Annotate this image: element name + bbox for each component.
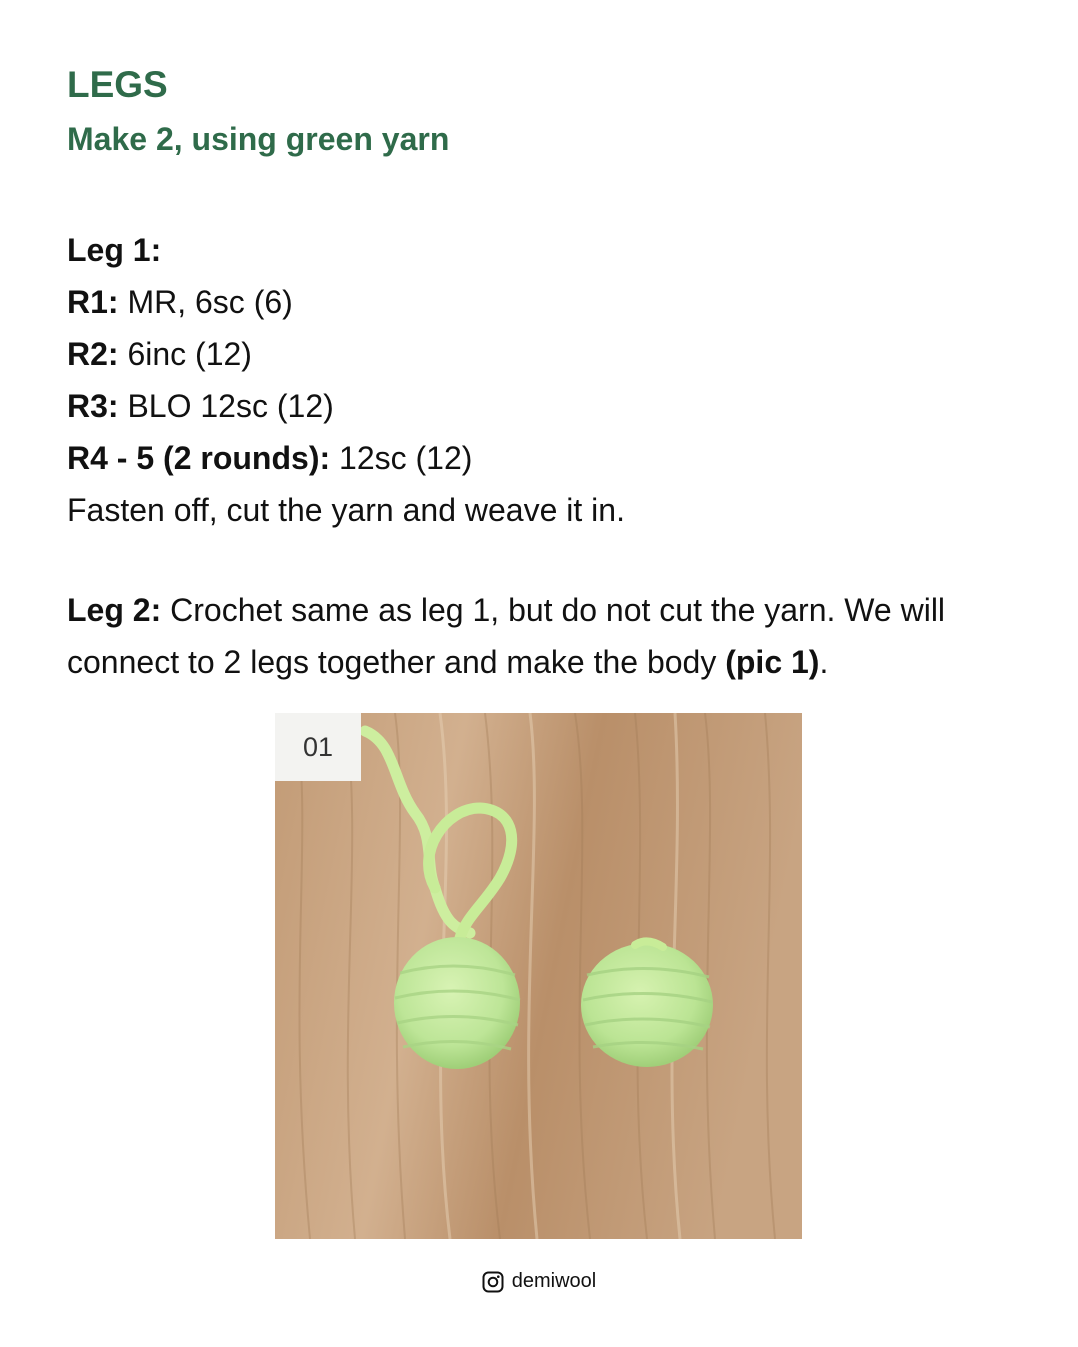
pic-reference: (pic 1) bbox=[725, 644, 820, 680]
section-title: LEGS bbox=[67, 64, 168, 105]
round-row: R2: 6inc (12) bbox=[67, 336, 252, 372]
instagram-icon bbox=[482, 1271, 504, 1293]
finish-note: Fasten off, cut the yarn and weave it in. bbox=[67, 492, 625, 528]
photo-crochet-legs bbox=[275, 713, 802, 1239]
photo-illustration bbox=[275, 713, 802, 1239]
section-subtitle: Make 2, using green yarn bbox=[67, 121, 450, 157]
round-row: R3: BLO 12sc (12) bbox=[67, 388, 334, 424]
leg2-instructions: Leg 2: Crochet same as leg 1, but do not cut the yarn. We will connect to 2 legs together and make the body (pic 1). bbox=[67, 592, 946, 680]
instagram-handle[interactable]: demiwool bbox=[511, 1270, 597, 1292]
leg2-label: Leg 2: bbox=[67, 592, 162, 628]
round-row: R4 - 5 (2 rounds): 12sc (12) bbox=[67, 440, 473, 476]
footer-credit bbox=[0, 1270, 1078, 1293]
leg1-instructions bbox=[67, 224, 625, 536]
round-row: R1: MR, 6sc (6) bbox=[67, 284, 293, 320]
picture-number-badge: 01 bbox=[275, 713, 361, 781]
leg1-heading: Leg 1: bbox=[67, 232, 162, 268]
